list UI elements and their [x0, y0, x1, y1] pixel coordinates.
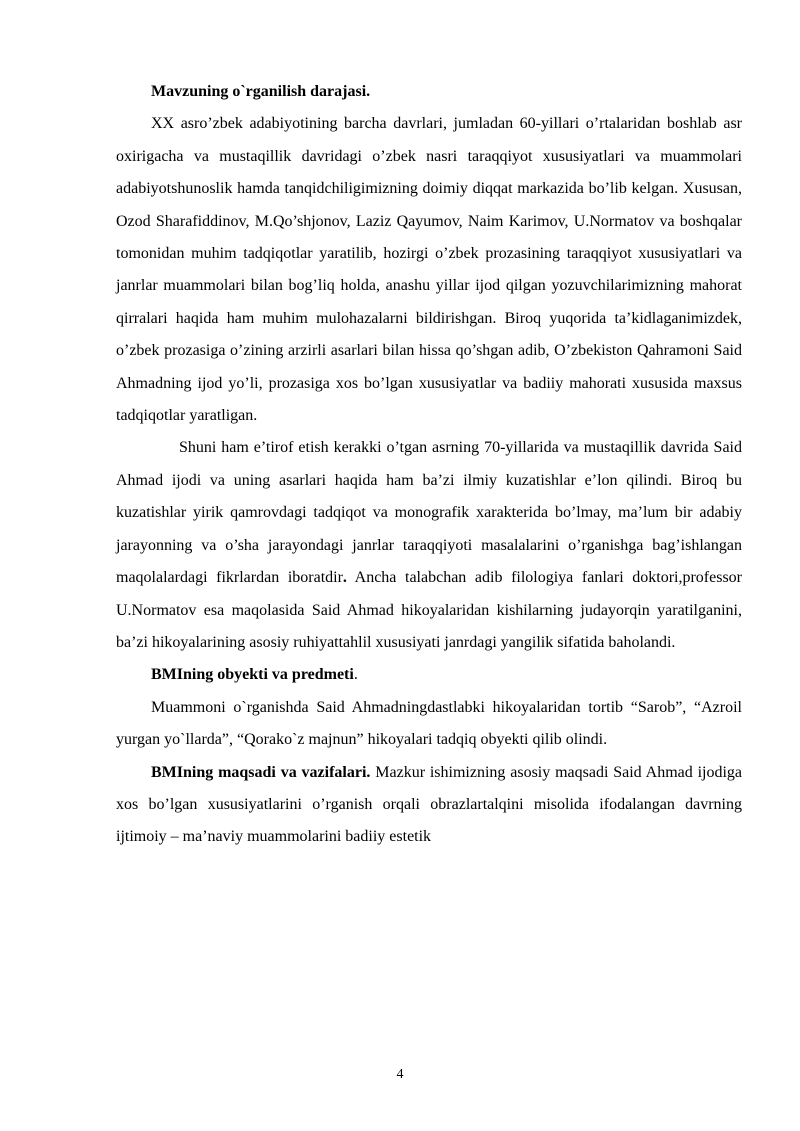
paragraph-observations-main: Shuni ham e’tirof etish kerakki o’tgan asrning 70-yillarida va mustaqillik davrida Said Ahmad ijodi va uning asarlari haqida ham ba’zi ilmiy kuzatishlar e’lon qilindi. Biroq bu kuzatishlar yirik qamrovdagi tadqiqot va monografik xarakterida bo’lmay, ma’lum bir adabiy jarayonning va o’sha jarayondagi janrlar taraqqiyoti masalalarini o’rganishga bag’ishlangan maqolalardagi fikrlardan iboratdir	[116, 439, 742, 587]
document-body	[116, 76, 742, 854]
section-heading-goal: BMIning maqsadi va vazifalari.	[151, 763, 371, 781]
page-number: 4	[396, 1067, 404, 1082]
paragraph-goal	[116, 757, 742, 854]
paragraph-study-level: XX asro’zbek adabiyotining barcha davrlari, jumladan 60-yillari o’rtalaridan boshlab asr oxirigacha va mustaqillik davridagi o’zbek nasri taraqqiyot xususiyatlari va muammolari adabiyotshunoslik hamda tanqidchiligimizning doimiy diqqat markazida bo’lib kelgan. Xususan, Ozod Sharafiddinov, M.Qo’shjonov, Laziz Qayumov, Naim Karimov, U.Normatov va boshqalar tomonidan muhim tadqiqotlar yaratilib, hozirgi o’zbek prozasining taraqqiyot xususiyatlari va janrlar muammolari bilan bog’liq holda, anashu yillar ijod qilgan yozuvchilarimizning mahorat qirralari haqida ham muhim mulohazalarni bildirishgan. Biroq yuqorida ta’kidlaganimizdek, o’zbek prozasiga o’zining arzirli asarlari bilan hissa qo’shgan adib, O’zbekiston Qahramoni Said Ahmadning ijod yo’li, prozasiga xos bo’lgan xususiyatlar va badiiy mahorati xususida maxsus tadqiqotlar yaratligan.	[116, 115, 742, 425]
paragraph-object: Muammoni o`rganishda Said Ahmadningdastlabki hikoyalaridan tortib “Sarob”, “Azroil yurgan yo`llarda”, “Qorako`z majnun” hikoyalari tadqiq obyekti qilib olindi.	[116, 698, 742, 749]
paragraph-observations-dot: .	[342, 569, 347, 587]
paragraph-goal-text: Mazkur ishimizning asosiy maqsadi Said Ahmad ijodiga xos bo’lgan xususiyatlarini o’rganish orqali obrazlartalqini misolida ifodalangan davrning ijtimoiy – ma’naviy muammolarini badiiy estetik	[116, 763, 743, 846]
paragraph-observations	[116, 432, 742, 659]
section-heading-object: BMIning obyekti va predmeti.	[151, 666, 358, 684]
section-heading-level: Mavzuning o`rganilish darajasi.	[151, 83, 371, 100]
paragraph-observations-rest: Ancha talabchan adib filologiya fanlari doktori,professor U.Normatov esa maqolasida Said Ahmad hikoyalaridan kishilarning judayorqin yaratilganini, ba’zi hikoyalarining asosiy ruhiyattahlil xususiyati janrdagi yangilik sifatida baholandi.	[116, 569, 742, 651]
